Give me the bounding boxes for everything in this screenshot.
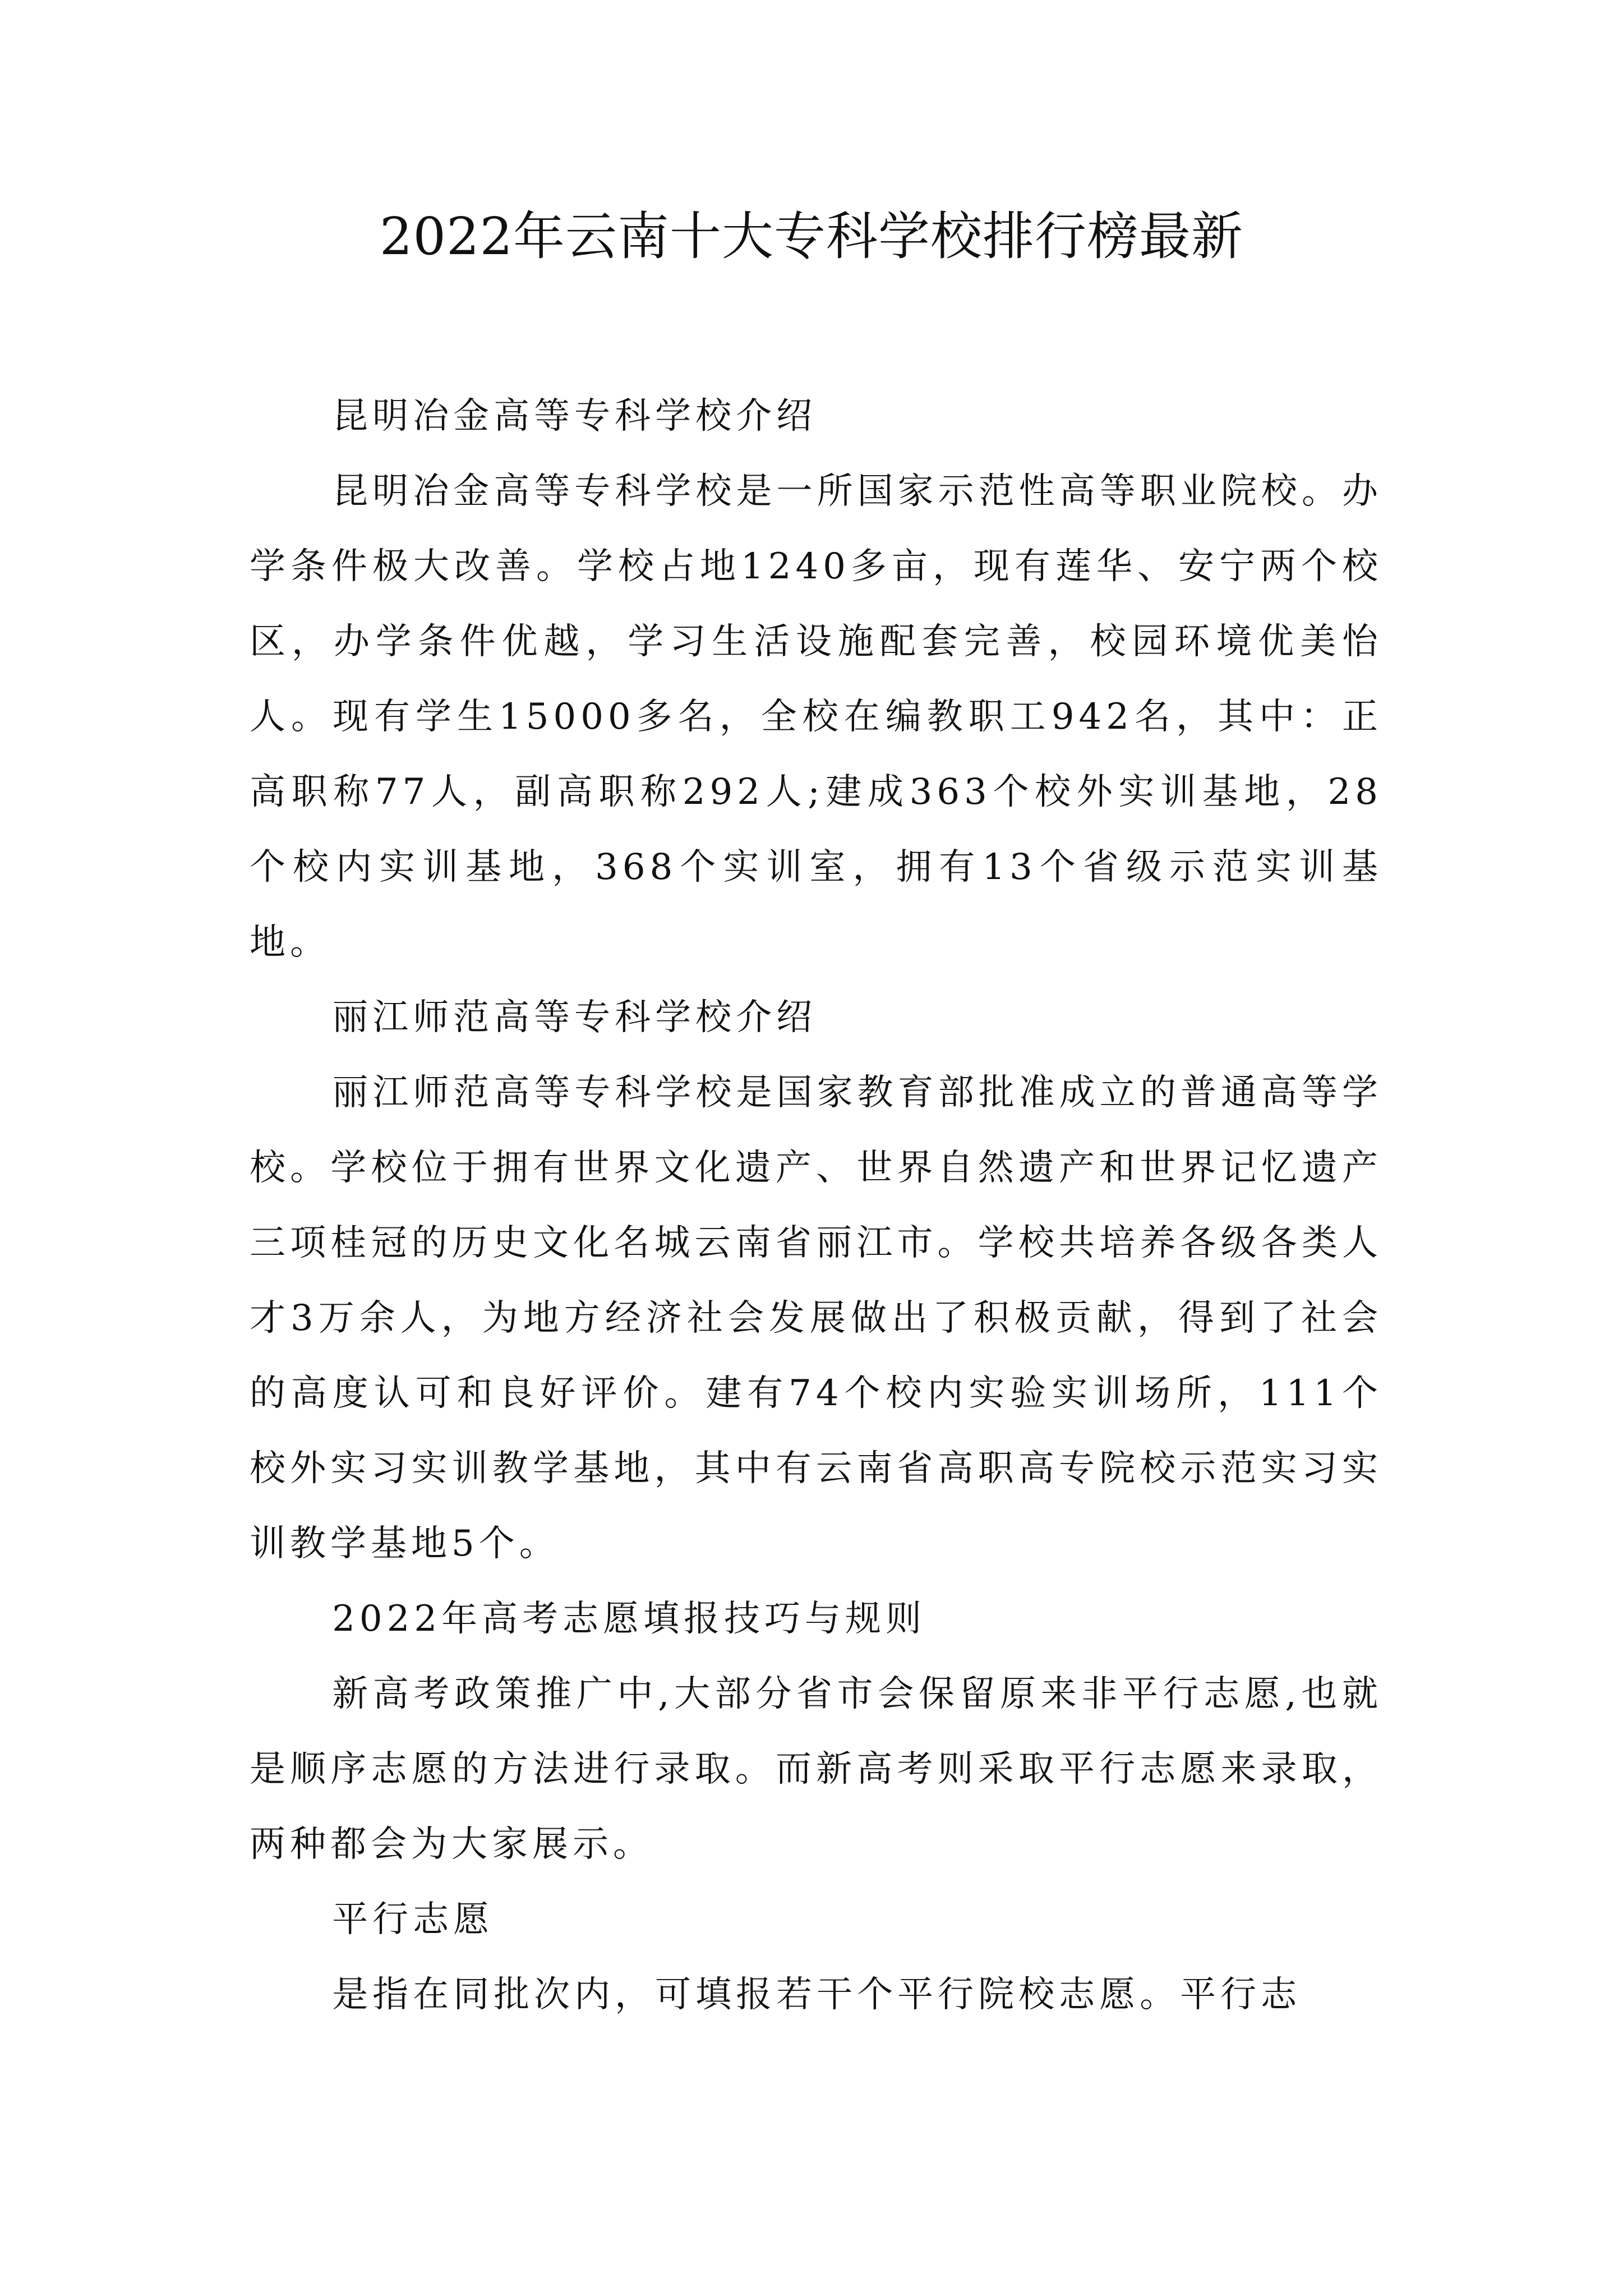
section-heading-lijiang: 丽江师范高等专科学校介绍 bbox=[332, 997, 817, 1038]
document-body bbox=[250, 379, 1382, 2032]
section-heading-tips: 2022年高考志愿填报技巧与规则 bbox=[332, 1598, 926, 1640]
paragraph-parallel: 是指在同批次内，可填报若干个平行院校志愿。平行志 bbox=[332, 1974, 1302, 2016]
document-title: 2022年云南十大专科学校排行榜最新 bbox=[379, 206, 1244, 266]
section-heading-parallel: 平行志愿 bbox=[332, 1899, 494, 1940]
paragraph-tips: 新高考政策推广中,大部分省市会保留原来非平行志愿,也就是顺序志愿的方法进行录取。而新高考则采取平行志愿来录取，两种都会为大家展示。 bbox=[250, 1673, 1382, 1865]
paragraph-kunming-intro: 昆明冶金高等专科学校是一所国家示范性高等职业院校。办学条件极大改善。学校占地1240多亩，现有莲华、安宁两个校区，办学条件优越，学习生活设施配套完善，校园环境优美怡人。现有学生15000多名，全校在编教职工942名，其中：正高职称77人，副高职称292人;建成363个校外实训基地，28个校内实训基地，368个实训室，拥有13个省级示范实训基地。 bbox=[250, 471, 1382, 963]
section-heading-kunming: 昆明冶金高等专科学校介绍 bbox=[332, 395, 817, 437]
paragraph-lijiang-intro: 丽江师范高等专科学校是国家教育部批准成立的普通高等学校。学校位于拥有世界文化遗产、世界自然遗产和世界记忆遗产三项桂冠的历史文化名城云南省丽江市。学校共培养各级各类人才3万余人，为地方经济社会发展做出了积极贡献，得到了社会的高度认可和良好评价。建有74个校内实验实训场所，111个校外实习实训教学基地，其中有云南省高职高专院校示范实习实训教学基地5个。 bbox=[250, 1072, 1382, 1565]
